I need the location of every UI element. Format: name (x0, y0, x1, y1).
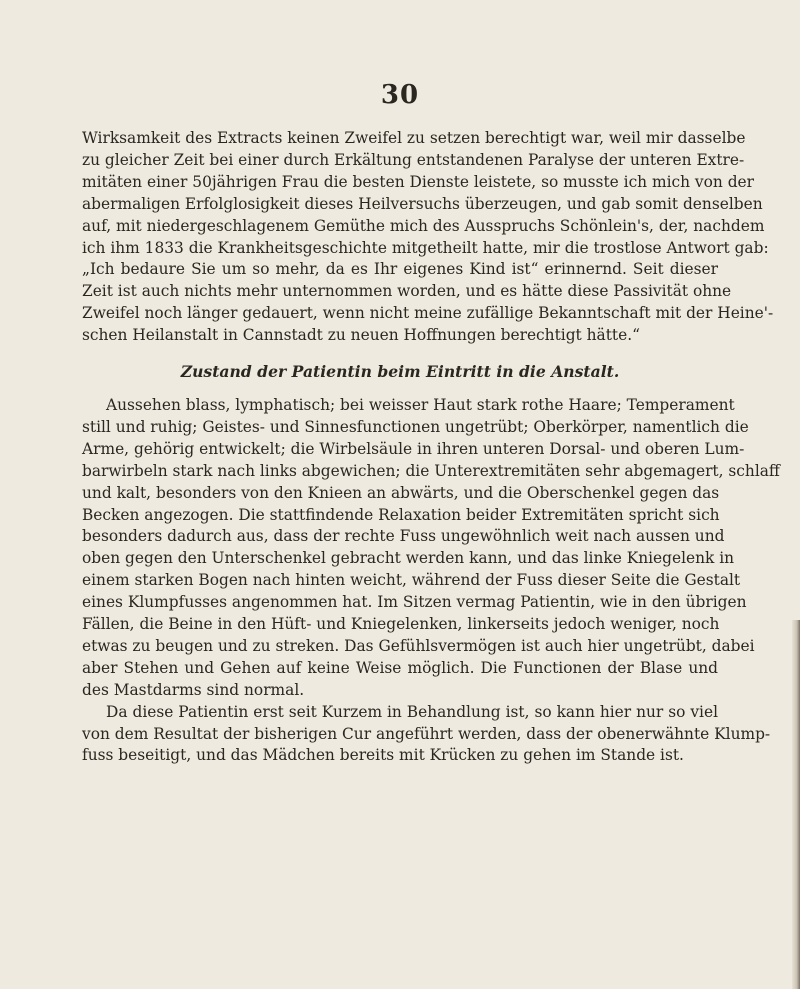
text-line: und kalt, besonders von den Knieen an abwärts, und die Oberschenkel gegen das (82, 483, 720, 502)
text-line: aber Stehen und Gehen auf keine Weise möglich. Die Functionen der Blase und (82, 658, 718, 677)
text-line: mitäten einer 50jährigen Frau die besten Dienste leistete, so musste ich mich von der (82, 172, 755, 191)
text-line: Wirksamkeit des Extracts keinen Zweifel zu setzen berechtigt war, weil mir dasselbe (82, 129, 746, 147)
text-line: Becken angezogen. Die stattfindende Relaxation beider Extremitäten spricht sich (82, 505, 720, 524)
text-line: zu gleicher Zeit bei einer durch Erkältung entstandenen Paralyse der unteren Extre- (82, 150, 745, 169)
text-line: „Ich bedaure Sie um so mehr, da es Ihr eigenes Kind ist“ erinnernd. Seit dieser (82, 260, 718, 279)
text-line: einem starken Bogen nach hinten weicht, während der Fuss dieser Seite die Gestalt (82, 571, 741, 590)
text-line: besonders dadurch aus, dass der rechte Fuss ungewöhnlich weit nach aussen und (82, 527, 725, 546)
text-line: still und ruhig; Geistes- und Sinnesfunctionen ungetrübt; Oberkörper, namentlich die (82, 417, 749, 436)
text-line: eines Klumpfusses angenommen hat. Im Sitzen vermag Patientin, wie in den übrigen (82, 593, 747, 612)
page-edge-shadow (792, 620, 800, 989)
paragraph-3 (82, 702, 771, 768)
text-line: des Mastdarms sind normal. (82, 680, 305, 699)
text-line: von dem Resultat der bisherigen Cur angeführt werden, dass der obenerwähnte Klump- (82, 724, 771, 743)
text-line: Fällen, die Beine in den Hüft- und Kniegelenken, linkerseits jedoch weniger, noch (82, 615, 720, 634)
text-line: Zeit ist auch nichts mehr unternommen worden, und es hätte diese Passivität ohne (82, 282, 732, 301)
page-body (82, 128, 780, 767)
section-heading: Zustand der Patientin beim Eintritt in die Anstalt. (180, 362, 620, 382)
paragraph-2 (82, 395, 780, 702)
text-line: abermaligen Erfolglosigkeit dieses Heilversuchs überzeugen, und gab somit denselben (82, 194, 763, 213)
text-line: auf, mit niedergeschlagenem Gemüthe mich des Ausspruchs Schönlein's, der, nachdem (82, 216, 765, 235)
page-number: 30 (380, 80, 420, 110)
text-line: fuss beseitigt, und das Mädchen bereits mit Krücken zu gehen im Stande ist. (82, 746, 684, 765)
text-line: Arme, gehörig entwickelt; die Wirbelsäule in ihren unteren Dorsal- und oberen Lum- (82, 439, 745, 458)
text-line: etwas zu beugen und zu streken. Das Gefühlsvermögen ist auch hier ungetrübt, dabei (82, 636, 755, 655)
text-line: Da diese Patientin erst seit Kurzem in Behandlung ist, so kann hier nur so viel (106, 702, 718, 721)
text-line: Aussehen blass, lymphatisch; bei weisser Haut stark rothe Haare; Temperament (106, 395, 735, 414)
text-line: ich ihm 1833 die Krankheitsgeschichte mitgetheilt hatte, mir die trostlose Antwort gab: (82, 238, 769, 257)
text-line: barwirbeln stark nach links abgewichen; die Unterextremitäten sehr abgemagert, schlaff (82, 461, 780, 480)
text-line: schen Heilanstalt in Cannstadt zu neuen Hoffnungen berechtigt hätte.“ (82, 326, 640, 345)
paragraph-1 (82, 128, 774, 347)
text-line: oben gegen den Unterschenkel gebracht werden kann, und das linke Kniegelenk in (82, 549, 735, 568)
text-line: Zweifel noch länger gedauert, wenn nicht meine zufällige Bekanntschaft mit der Heine'- (82, 304, 774, 323)
